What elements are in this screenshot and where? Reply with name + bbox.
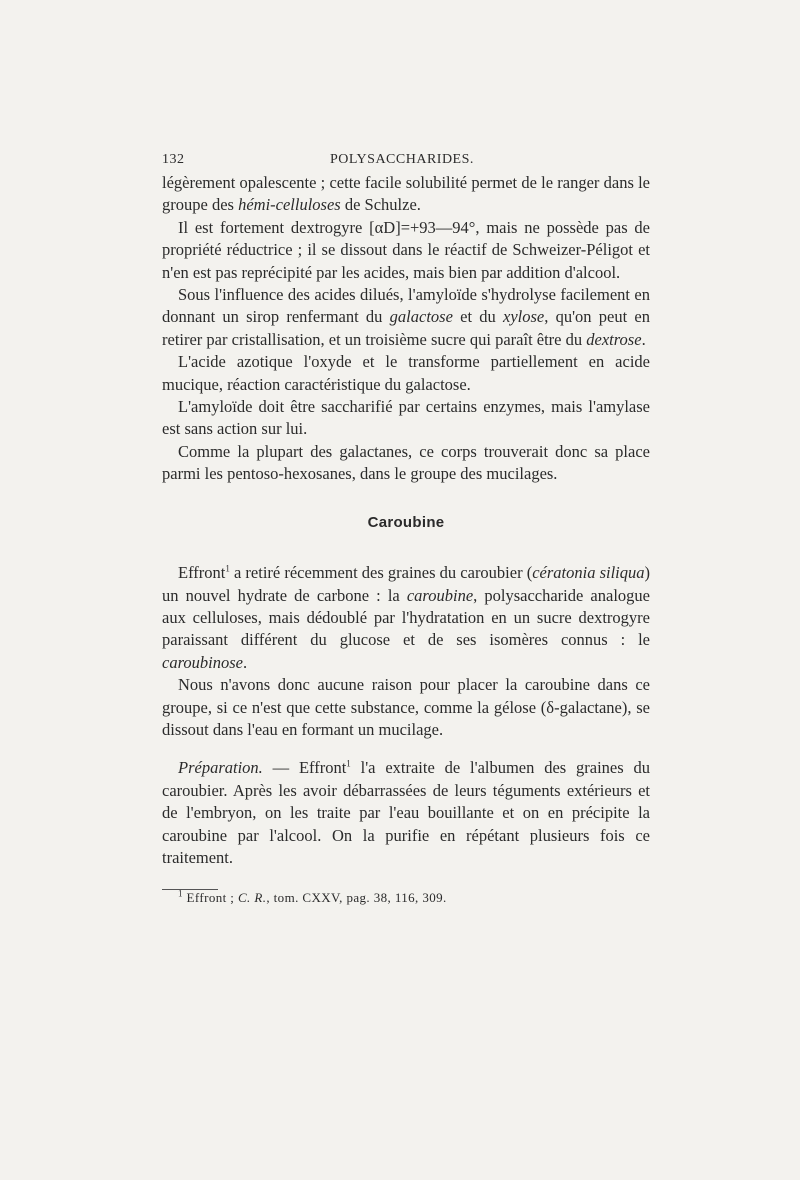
paragraph-7: Effront$^1$ a retiré récemment des graines du caroubier (cératonia siliqua) un nouvel hydrate de carbone : la caroubine, polysaccharide analogue aux celluloses, mais dédoublé par l'hydratation en un sucre dextrogyre paraissant différent du glucose et de ses isomères connus : le caroubinose. [162, 563, 651, 672]
paragraph-2: Il est fortement dextrogyre [αD]=+93—94°, mais ne possède pas de propriété réductrice ; il se dissout dans le réactif de Schweizer-Péligot et n'en est pas reprécipité par les acides, mais bien par addition d'alcool. [162, 217, 650, 282]
paragraph-5: L'amyloïde doit être saccharifié par certains enzymes, mais l'amylase est sans action sur lui. [162, 397, 650, 439]
running-title: POLYSACCHARIDES. [330, 152, 474, 167]
paragraph-8: Nous n'avons donc aucune raison pour placer la caroubine dans ce groupe, si ce n'est que cette substance, comme la gélose (δ-galactane), se dissout dans l'eau en formant un mucilage. [162, 675, 650, 739]
page-body [162, 172, 650, 906]
paragraph-4: L'acide azotique l'oxyde et le transforme partiellement en acide mucique, réaction caractéristique du galactose. [162, 352, 650, 394]
paragraph-9: Préparation. — Effront$^1$ l'a extraite de l'albumen des graines du caroubier. Après les avoir débarrassées de leurs téguments extérieurs et de l'embryon, on les traite par l'eau bouillante et on en précipite la caroubine par l'alcool. On la purifie en répétant plusieurs fois ce traitement. [162, 758, 650, 867]
paragraph-3: Sous l'influence des acides dilués, l'amyloïde s'hydrolyse facilement en donnant un sirop renfermant du galactose et du xylose, qu'on peut en retirer par cristallisation, et un troisième sucre qui paraît être du dextrose. [162, 285, 650, 349]
section-title: Caroubine [367, 513, 445, 531]
paragraph-6: Comme la plupart des galactanes, ce corps trouverait donc sa place parmi les pentoso-hexosanes, dans le groupe des mucilages. [162, 441, 650, 484]
footnote-ref: 1 [225, 563, 230, 574]
footnote: $^1$ Effront ; C. R., tom. CXXV, pag. 38, 116, 309. [178, 889, 447, 906]
paragraph-1: légèrement opalescente ; cette facile solubilité permet de le ranger dans le groupe des hémi-celluloses de Schulze. [162, 173, 650, 215]
page-number: 132 [162, 152, 185, 167]
footnote-ref: 1 [346, 758, 351, 769]
